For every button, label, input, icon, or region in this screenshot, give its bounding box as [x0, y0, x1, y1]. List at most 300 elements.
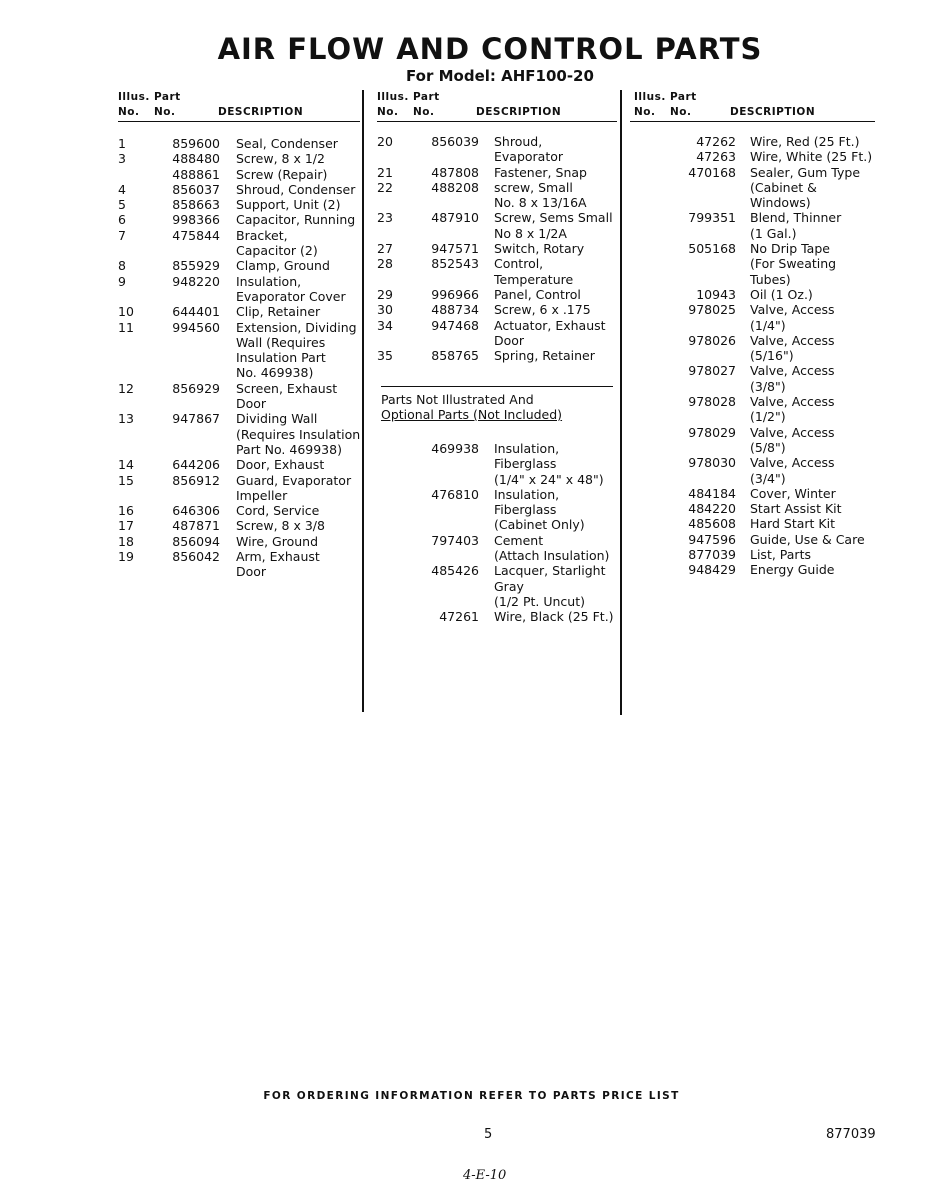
illus-number: 19: [118, 549, 134, 565]
part-row: [630, 241, 875, 287]
part-row: [630, 363, 875, 394]
description-line: Arm, Exhaust: [236, 549, 320, 565]
part-description: [494, 241, 619, 256]
description-line: Switch, Rotary: [494, 241, 585, 257]
part-description: [236, 411, 366, 457]
description-line: Evaporator: [494, 149, 564, 165]
description-line: (Attach Insulation): [494, 548, 610, 564]
part-row: [118, 151, 360, 166]
description-line: Valve, Access: [750, 332, 835, 348]
part-number: 994560: [172, 319, 220, 335]
part-description: [494, 180, 619, 211]
description-line: Insulation,: [236, 273, 302, 289]
part-number: 978029: [688, 424, 736, 440]
part-number: 488480: [172, 151, 220, 167]
part-number: 488861: [172, 166, 220, 182]
part-description: [750, 210, 875, 241]
description-line: Door: [494, 332, 525, 348]
description-line: (1/4" x 24" x 48"): [494, 471, 604, 487]
ordering-footer: FOR ORDERING INFORMATION REFER TO PARTS PRICE LIST: [263, 1090, 680, 1102]
illus-number: 12: [118, 380, 134, 396]
part-row: [630, 532, 875, 547]
part-description: [750, 134, 875, 149]
part-description: [236, 258, 366, 273]
description-line: Seal, Condenser: [236, 136, 338, 151]
part-number: 644401: [172, 304, 220, 320]
part-row: [118, 457, 360, 472]
description-line: Impeller: [236, 487, 288, 503]
part-description: [494, 210, 619, 241]
description-line: Gray: [494, 578, 524, 594]
description-line: Valve, Access: [750, 394, 835, 410]
parts-list: [630, 134, 875, 578]
part-row: [630, 134, 875, 149]
illus-number: 10: [118, 304, 134, 320]
description-line: (Requires Insulation: [236, 426, 361, 442]
description-line: Valve, Access: [750, 455, 835, 471]
description-line: Hard Start Kit: [750, 516, 835, 532]
description-line: (3/8"): [750, 378, 786, 394]
description-line: (3/4"): [750, 470, 786, 486]
part-number: 998366: [172, 212, 220, 228]
part-number: 644206: [172, 457, 220, 473]
part-row: [630, 486, 875, 501]
illus-number: 16: [118, 503, 134, 519]
part-no-header: No.: [413, 106, 435, 118]
column-header-top: [630, 90, 875, 105]
illus-number: 29: [377, 286, 393, 302]
part-description: [236, 320, 366, 381]
part-row: [377, 210, 617, 241]
part-row: [377, 487, 617, 533]
description-line: Screw, Sems Small: [494, 210, 613, 226]
illus-number: 34: [377, 317, 393, 333]
illus-number: 6: [118, 212, 126, 228]
description-line: Wire, Red (25 Ft.): [750, 134, 860, 149]
description-line: Temperature: [494, 271, 574, 287]
part-description: [750, 165, 875, 211]
column-divider-2: [620, 90, 622, 715]
description-line: (For Sweating: [750, 256, 837, 272]
part-number: 475844: [172, 227, 220, 243]
description-line: Valve, Access: [750, 363, 835, 379]
part-number: 10943: [696, 286, 736, 302]
part-description: [750, 149, 875, 164]
part-row: [630, 547, 875, 562]
part-header: Part: [154, 91, 181, 103]
part-row: [118, 197, 360, 212]
illus-no-header: No.: [634, 106, 656, 118]
description-line: Actuator, Exhaust: [494, 317, 606, 333]
part-row: [377, 318, 617, 349]
description-line: Panel, Control: [494, 286, 581, 302]
description-header: DESCRIPTION: [218, 106, 304, 118]
part-row: [630, 149, 875, 164]
part-number: 852543: [431, 256, 479, 272]
part-number: 948429: [688, 562, 736, 578]
description-line: Shroud,: [494, 134, 543, 149]
part-row: [630, 287, 875, 302]
part-row: [377, 241, 617, 256]
description-line: Dividing Wall: [236, 411, 318, 427]
illus-header: Illus.: [634, 91, 666, 103]
part-number: 484220: [688, 501, 736, 517]
part-row: [118, 320, 360, 381]
description-header: DESCRIPTION: [476, 106, 562, 118]
part-number: 488208: [431, 179, 479, 195]
illus-number: 9: [118, 273, 126, 289]
parts-column-3: [630, 90, 875, 578]
description-line: Capacitor (2): [236, 243, 318, 259]
optional-note-line: Optional Parts (Not Included): [381, 407, 563, 422]
description-line: (1/2"): [750, 409, 786, 425]
description-line: Windows): [750, 195, 811, 211]
description-line: Screw, 8 x 3/8: [236, 518, 325, 534]
part-row: [118, 518, 360, 533]
part-no-header: No.: [670, 106, 692, 118]
column-header-bottom: [118, 105, 360, 122]
part-row: [118, 258, 360, 273]
document-number: 877039: [826, 1127, 876, 1142]
description-line: Wire, Ground: [236, 533, 319, 549]
part-row: [118, 473, 360, 504]
description-line: Sealer, Gum Type: [750, 164, 861, 180]
column-header-top: [118, 90, 360, 105]
part-number: 856037: [172, 181, 220, 197]
illus-number: 23: [377, 210, 393, 226]
part-row: [377, 287, 617, 302]
illus-header: Illus.: [118, 91, 150, 103]
part-description: [750, 241, 875, 287]
illus-no-header: No.: [377, 106, 399, 118]
description-line: Shroud, Condenser: [236, 181, 356, 197]
illus-number: 1: [118, 136, 126, 151]
description-line: Start Assist Kit: [750, 501, 842, 517]
description-line: (5/16"): [750, 348, 794, 364]
description-line: Valve, Access: [750, 302, 835, 318]
illus-header: Illus.: [377, 91, 409, 103]
illus-number: 30: [377, 302, 393, 318]
description-line: (1 Gal.): [750, 225, 797, 241]
part-row: [118, 304, 360, 319]
description-line: Screw, 6 x .175: [494, 302, 591, 318]
part-row: [630, 501, 875, 516]
part-row: [630, 455, 875, 486]
part-number: 470168: [688, 164, 736, 180]
part-row: [630, 165, 875, 211]
part-number: 978026: [688, 332, 736, 348]
part-description: [236, 304, 366, 319]
part-row: [118, 503, 360, 518]
description-line: (5/8"): [750, 439, 786, 455]
part-number: 947867: [172, 411, 220, 427]
part-number: 484184: [688, 485, 736, 501]
description-line: Control,: [494, 256, 544, 272]
part-description: [236, 182, 366, 197]
illus-no-header: No.: [118, 106, 140, 118]
part-number: 487910: [431, 210, 479, 226]
part-row: [377, 302, 617, 317]
part-number: 487871: [172, 518, 220, 534]
illus-number: 7: [118, 227, 126, 243]
description-line: (Cabinet Only): [494, 517, 585, 533]
part-description: [494, 287, 619, 302]
part-number: 797403: [431, 532, 479, 548]
part-description: [494, 441, 619, 487]
part-row: [118, 411, 360, 457]
description-line: Blend, Thinner: [750, 210, 842, 226]
optional-parts-note: [381, 386, 613, 422]
parts-column-1: [118, 90, 360, 580]
part-description: [236, 197, 366, 212]
illus-number: 21: [377, 164, 393, 180]
part-number: 856042: [172, 549, 220, 565]
description-line: Wall (Requires: [236, 334, 326, 350]
illus-number: 3: [118, 151, 126, 167]
description-line: Wire, Black (25 Ft.): [494, 609, 614, 625]
part-description: [494, 318, 619, 349]
part-number: 978027: [688, 363, 736, 379]
part-number: 856039: [431, 134, 479, 149]
part-row: [118, 167, 360, 182]
part-description: [494, 563, 619, 609]
part-row: [377, 533, 617, 564]
description-line: No. 8 x 13/16A: [494, 195, 587, 211]
part-row: [377, 134, 617, 165]
part-row: [377, 165, 617, 180]
description-line: Part No. 469938): [236, 441, 342, 457]
part-row: [630, 302, 875, 333]
column-header-bottom: [377, 105, 617, 122]
illus-number: 28: [377, 256, 393, 272]
description-line: Screen, Exhaust: [236, 380, 338, 396]
part-row: [118, 212, 360, 227]
description-line: Cord, Service: [236, 503, 320, 519]
description-line: Support, Unit (2): [236, 197, 341, 213]
part-row: [118, 182, 360, 197]
page-title: AIR FLOW AND CONTROL PARTS: [217, 32, 763, 66]
column-header-top: [377, 90, 617, 105]
description-line: screw, Small: [494, 179, 573, 195]
part-description: [236, 274, 366, 305]
part-number: 947571: [431, 241, 479, 257]
column-header-bottom: [630, 105, 875, 122]
part-description: [750, 547, 875, 562]
part-description: [236, 473, 366, 504]
description-line: Door, Exhaust: [236, 457, 325, 473]
description-line: Door: [236, 564, 267, 580]
part-row: [377, 609, 617, 624]
part-description: [236, 167, 366, 182]
description-line: Lacquer, Starlight: [494, 563, 606, 579]
description-line: Oil (1 Oz.): [750, 286, 813, 302]
part-description: [494, 134, 619, 165]
illus-number: 5: [118, 197, 126, 213]
description-line: Insulation,: [494, 441, 560, 456]
part-row: [630, 210, 875, 241]
description-line: (Cabinet &: [750, 179, 817, 195]
description-line: Fiberglass: [494, 502, 557, 518]
part-description: [236, 518, 366, 533]
description-line: Screw (Repair): [236, 166, 328, 182]
illus-number: 8: [118, 258, 126, 274]
part-row: [118, 381, 360, 412]
part-description: [236, 457, 366, 472]
part-description: [750, 516, 875, 531]
part-number: 476810: [431, 486, 479, 502]
illus-number: 22: [377, 179, 393, 195]
part-row: [118, 136, 360, 151]
part-number: 488734: [431, 302, 479, 318]
part-number: 505168: [688, 241, 736, 257]
description-line: Valve, Access: [750, 424, 835, 440]
part-description: [750, 562, 875, 577]
part-number: 485608: [688, 516, 736, 532]
description-line: Fiberglass: [494, 456, 557, 472]
handwritten-note: 4-E-10: [463, 1168, 507, 1183]
part-description: [494, 256, 619, 287]
part-row: [377, 256, 617, 287]
part-description: [750, 287, 875, 302]
illus-number: 18: [118, 533, 134, 549]
illus-number: 4: [118, 181, 126, 197]
description-line: Spring, Retainer: [494, 348, 595, 364]
description-line: Energy Guide: [750, 562, 835, 578]
description-line: Guard, Evaporator: [236, 472, 352, 488]
description-line: Bracket,: [236, 227, 288, 243]
part-number: 858663: [172, 197, 220, 213]
part-number: 856912: [172, 472, 220, 488]
part-description: [494, 165, 619, 180]
illus-number: 27: [377, 241, 393, 257]
part-description: [494, 302, 619, 317]
optional-note-line: Parts Not Illustrated And: [381, 392, 534, 407]
part-row: [377, 563, 617, 609]
description-line: No. 469938): [236, 365, 314, 381]
description-header: DESCRIPTION: [730, 106, 816, 118]
part-row: [630, 333, 875, 364]
description-line: Clip, Retainer: [236, 304, 321, 320]
part-number: 799351: [688, 210, 736, 226]
part-description: [236, 228, 366, 259]
part-number: 856929: [172, 380, 220, 396]
description-line: Screw, 8 x 1/2: [236, 151, 325, 167]
part-number: 856094: [172, 533, 220, 549]
part-row: [630, 425, 875, 456]
part-description: [236, 503, 366, 518]
part-number: 996966: [431, 286, 479, 302]
part-number: 47261: [439, 609, 479, 625]
illus-number: 14: [118, 457, 134, 473]
part-row: [377, 348, 617, 363]
part-description: [236, 534, 366, 549]
description-line: Cover, Winter: [750, 485, 836, 501]
description-line: (1/4"): [750, 317, 786, 333]
part-header: Part: [670, 91, 697, 103]
description-line: List, Parts: [750, 547, 811, 563]
description-line: Wire, White (25 Ft.): [750, 149, 873, 165]
description-line: Fastener, Snap: [494, 164, 587, 180]
illus-number: 13: [118, 411, 134, 427]
part-description: [236, 549, 366, 580]
description-line: Evaporator Cover: [236, 288, 346, 304]
part-row: [630, 394, 875, 425]
optional-parts-list: [377, 441, 617, 625]
part-number: 978030: [688, 455, 736, 471]
page-number: 5: [484, 1127, 493, 1142]
part-description: [236, 212, 366, 227]
part-row: [118, 228, 360, 259]
part-number: 947596: [688, 531, 736, 547]
part-row: [118, 274, 360, 305]
part-description: [750, 455, 875, 486]
part-row: [377, 180, 617, 211]
description-line: Clamp, Ground: [236, 258, 330, 274]
part-number: 47262: [696, 134, 736, 149]
part-description: [494, 533, 619, 564]
illus-number: 17: [118, 518, 134, 534]
part-header: Part: [413, 91, 440, 103]
part-number: 487808: [431, 164, 479, 180]
description-line: Extension, Dividing: [236, 319, 357, 335]
part-description: [236, 136, 366, 151]
part-description: [494, 609, 619, 624]
parts-column-2: [377, 90, 617, 625]
description-line: No 8 x 1/2A: [494, 225, 567, 241]
description-line: (1/2 Pt. Uncut): [494, 593, 585, 609]
part-description: [750, 501, 875, 516]
part-row: [377, 441, 617, 487]
part-number: 859600: [172, 136, 220, 151]
parts-list: [377, 134, 617, 363]
illus-number: 20: [377, 134, 393, 149]
part-number: 855929: [172, 258, 220, 274]
description-line: Capacitor, Running: [236, 212, 356, 228]
part-number: 978025: [688, 302, 736, 318]
part-number: 877039: [688, 547, 736, 563]
model-subtitle: For Model: AHF100-20: [406, 67, 594, 85]
illus-number: 11: [118, 319, 134, 335]
part-no-header: No.: [154, 106, 176, 118]
illus-number: 15: [118, 472, 134, 488]
part-description: [750, 425, 875, 456]
part-description: [750, 333, 875, 364]
description-line: Insulation,: [494, 486, 560, 502]
part-row: [118, 534, 360, 549]
part-number: 485426: [431, 563, 479, 579]
part-number: 978028: [688, 394, 736, 410]
part-number: 47263: [696, 149, 736, 165]
part-description: [236, 381, 366, 412]
part-description: [750, 302, 875, 333]
description-line: Cement: [494, 532, 544, 548]
part-description: [494, 348, 619, 363]
parts-list: [118, 136, 360, 580]
part-number: 646306: [172, 503, 220, 519]
part-row: [630, 516, 875, 531]
part-description: [750, 532, 875, 547]
part-row: [118, 549, 360, 580]
description-line: Tubes): [750, 271, 791, 287]
part-description: [750, 363, 875, 394]
description-line: Guide, Use & Care: [750, 531, 865, 547]
part-description: [236, 151, 366, 166]
part-description: [750, 486, 875, 501]
illus-number: 35: [377, 348, 393, 364]
part-description: [494, 487, 619, 533]
part-row: [630, 562, 875, 577]
part-number: 947468: [431, 317, 479, 333]
